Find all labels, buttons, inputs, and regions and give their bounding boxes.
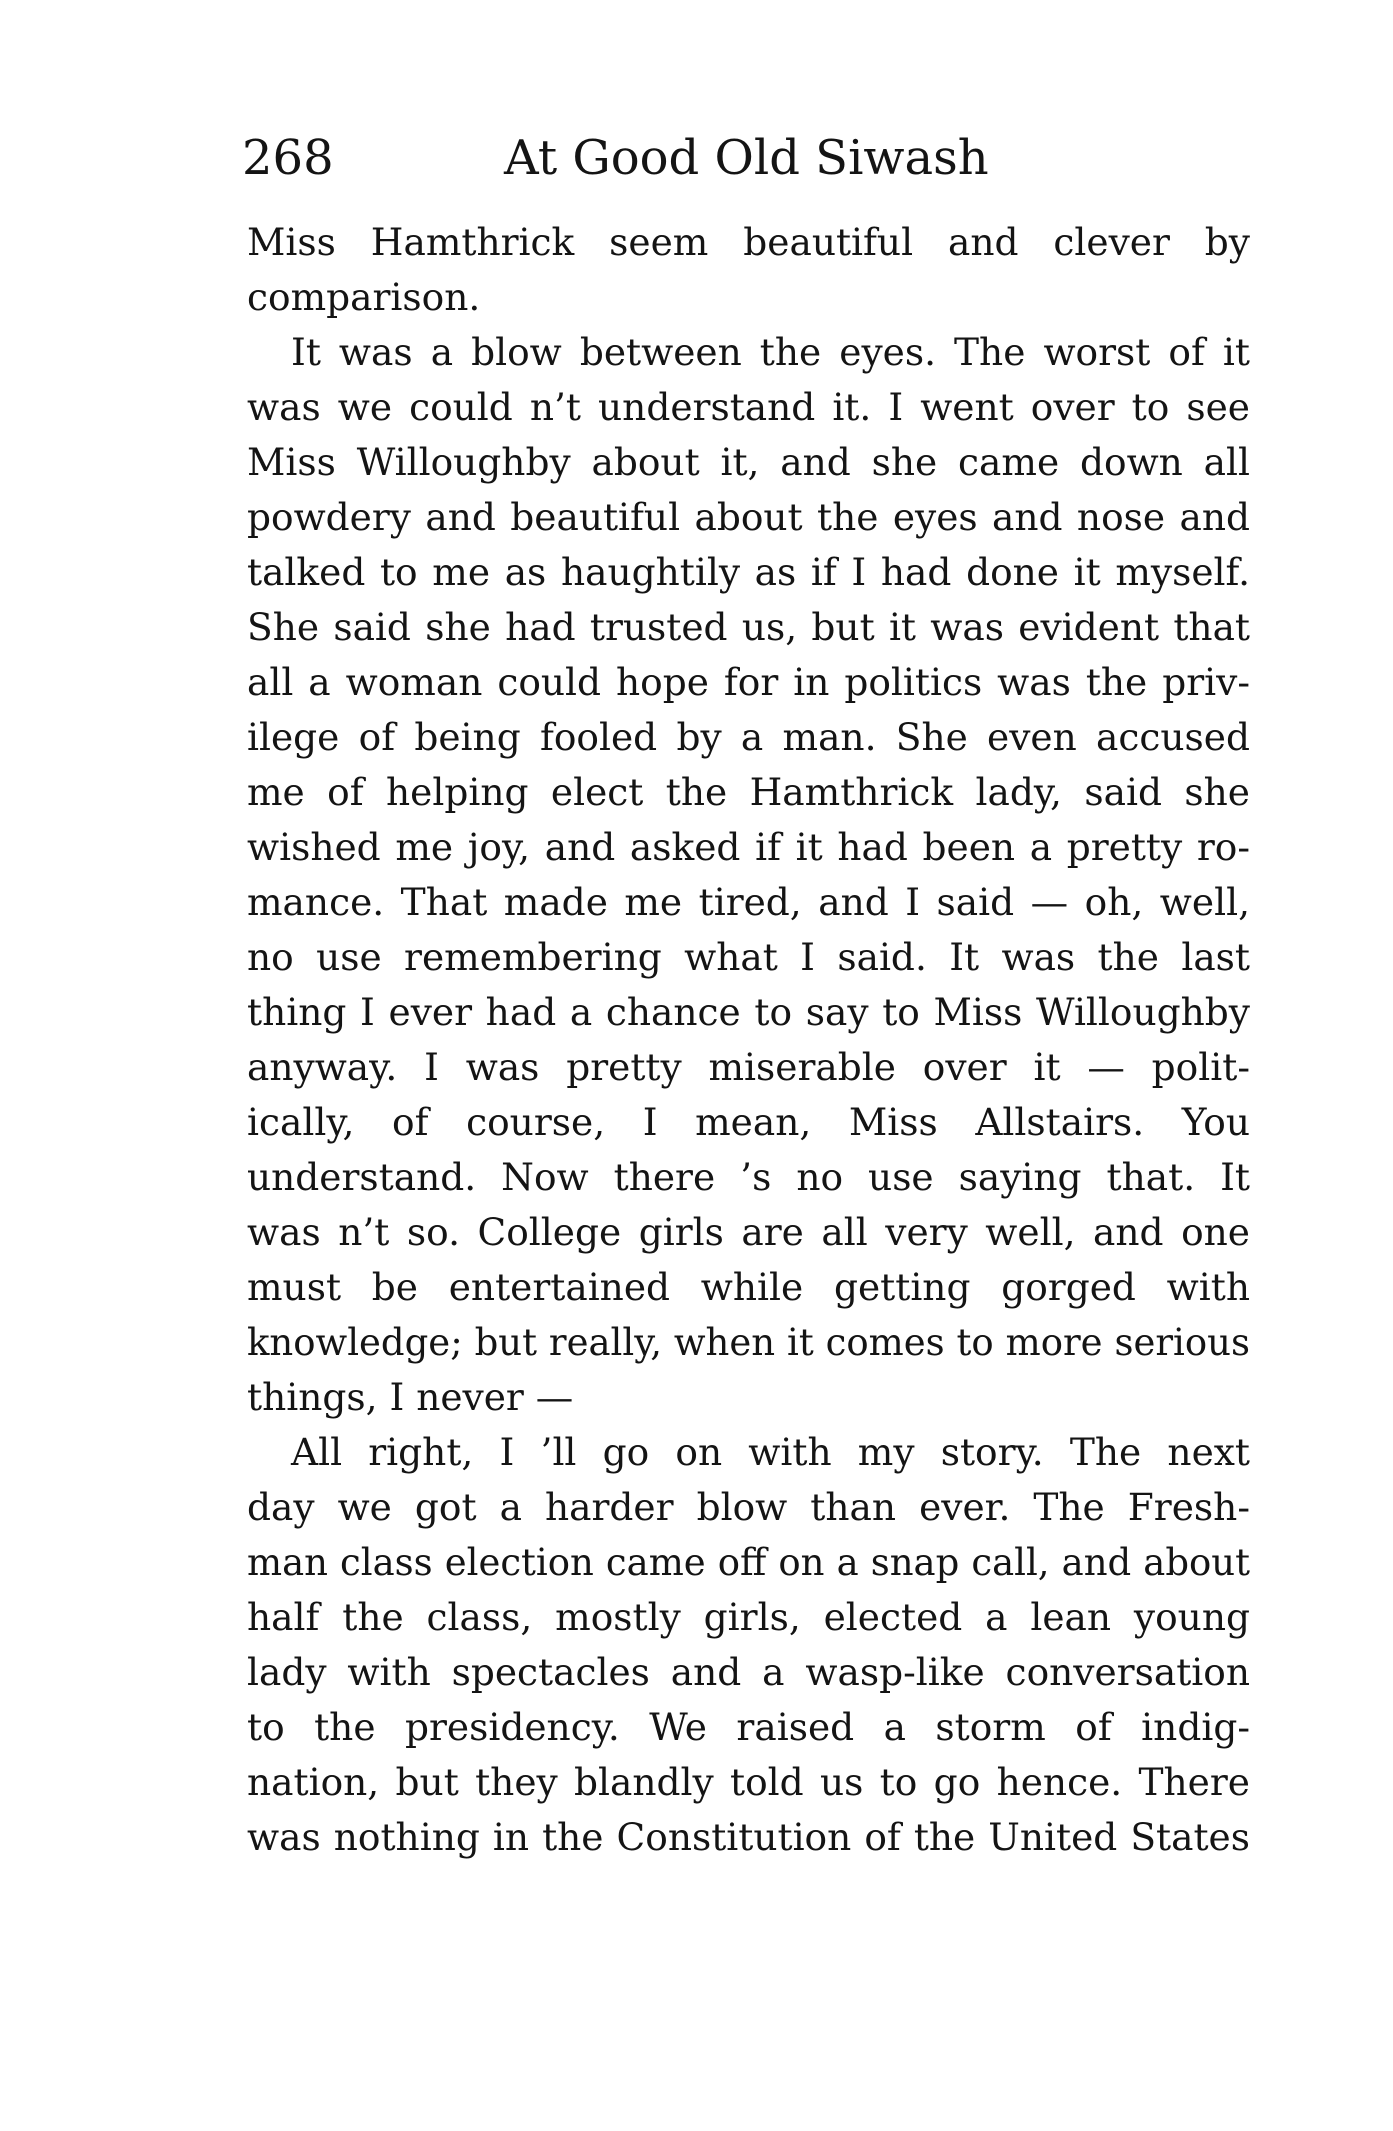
- text-line: to the presidency. We raised a storm of indig-: [247, 1705, 1250, 1749]
- body-text: [247, 215, 1250, 1865]
- text-line: talked to me as haughtily as if I had done it myself.: [247, 550, 1250, 594]
- text-line: lady with spectacles and a wasp-like conversation: [247, 1650, 1250, 1694]
- text-line: nation, but they blandly told us to go hence. There: [247, 1760, 1250, 1804]
- paragraph: [247, 325, 1250, 1425]
- text-line: knowledge; but really, when it comes to more serious: [247, 1321, 1250, 1364]
- text-line: It was a blow between the eyes. The worst of it: [291, 330, 1250, 374]
- text-line: understand. Now there ’s no use saying that. It: [247, 1155, 1250, 1199]
- text-line: must be entertained while getting gorged with: [247, 1265, 1250, 1309]
- text-line: was n’t so. College girls are all very well, and one: [247, 1210, 1250, 1254]
- text-line: mance. That made me tired, and I said — oh, well,: [247, 880, 1250, 924]
- text-line: ically, of course, I mean, Miss Allstairs. You: [247, 1100, 1250, 1144]
- text-line: comparison.: [247, 275, 481, 319]
- text-line: anyway. I was pretty miserable over it — polit-: [247, 1045, 1250, 1089]
- text-line: me of helping elect the Hamthrick lady, said she: [247, 770, 1250, 814]
- running-head: At Good Old Siwash: [504, 130, 989, 186]
- paragraph: [247, 215, 1250, 325]
- text-line: thing I ever had a chance to say to Miss Willoughby: [247, 990, 1250, 1034]
- text-line: no use remembering what I said. It was the last: [247, 935, 1250, 979]
- text-line: half the class, mostly girls, elected a lean young: [247, 1595, 1250, 1639]
- text-line: all a woman could hope for in politics was the priv-: [247, 660, 1250, 704]
- text-line: things, I never —: [247, 1375, 574, 1419]
- text-line: wished me joy, and asked if it had been a pretty ro-: [247, 825, 1250, 869]
- text-line: day we got a harder blow than ever. The Fresh-: [247, 1485, 1250, 1529]
- text-line: was nothing in the Constitution of the United States: [247, 1815, 1250, 1859]
- text-line: Miss Willoughby about it, and she came down all: [247, 440, 1250, 484]
- text-line: She said she had trusted us, but it was evident that: [247, 605, 1250, 649]
- text-line: Miss Hamthrick seem beautiful and clever by: [247, 220, 1250, 264]
- text-line: powdery and beautiful about the eyes and nose and: [247, 495, 1250, 539]
- text-line: All right, I ’ll go on with my story. The next: [291, 1430, 1250, 1474]
- paragraph: [247, 1425, 1250, 1865]
- text-line: was we could n’t understand it. I went over to see: [247, 385, 1250, 429]
- page-header: [242, 128, 1262, 188]
- page-number: 268: [242, 130, 334, 186]
- text-line: ilege of being fooled by a man. She even accused: [247, 715, 1250, 759]
- text-line: man class election came off on a snap call, and about: [247, 1541, 1250, 1584]
